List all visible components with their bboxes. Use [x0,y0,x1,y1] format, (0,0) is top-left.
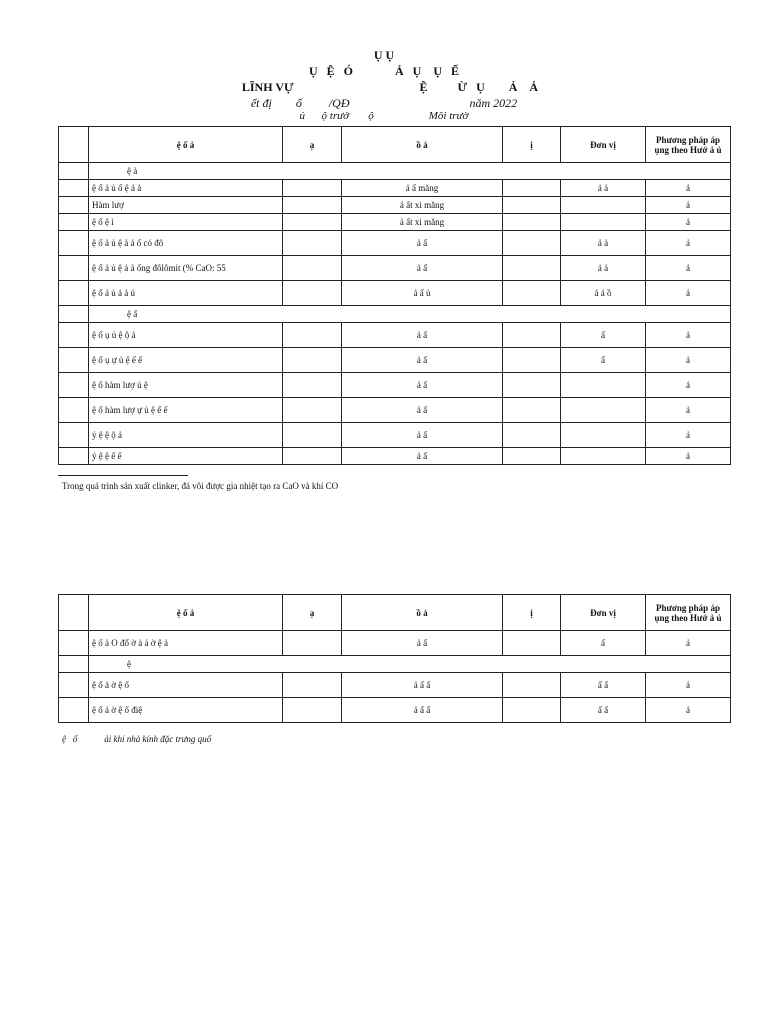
value-cell [503,631,561,656]
stt-cell [59,306,89,323]
title-line-1: Ụ Ụ [373,48,395,62]
method-cell: ả [646,673,731,698]
source-cell: ả ấ ấ [342,673,503,698]
parameter-cell: ệ ố ả ủ ả ả ủ [89,281,283,306]
method-cell: ả [646,231,731,256]
parameter-cell: ỷ ệ ệ ộ ả [89,423,283,448]
value-cell [503,348,561,373]
stt-cell [59,231,89,256]
table-row [59,323,731,348]
value-cell [503,256,561,281]
method-cell: ả [646,373,731,398]
symbol-cell [283,398,342,423]
table-row [59,348,731,373]
stt-cell [59,281,89,306]
symbol-cell [283,698,342,723]
unit-cell: ả ả [561,256,646,281]
table-row [59,423,731,448]
symbol-cell [283,281,342,306]
unit-cell: ấ ấ [561,673,646,698]
source-cell: ả ấ [342,231,503,256]
stt-cell [59,448,89,465]
stt-cell [59,673,89,698]
value-cell [503,423,561,448]
source-cell: ả ất xi măng [342,214,503,231]
stt-cell [59,698,89,723]
value-cell [503,231,561,256]
value-cell [503,673,561,698]
header-method: Phương pháp áp ụng theo Hướ ả ủ [646,127,731,163]
method-cell: ả [646,180,731,197]
value-cell [503,373,561,398]
header-parameter: ệ ố ả [89,127,283,163]
value-cell [503,281,561,306]
title-line-3: LĨNH VỰ Ệ Ừ Ụ Ả Ả [241,80,539,94]
symbol-cell [283,348,342,373]
symbol-cell [283,323,342,348]
table-row [59,214,731,231]
value-cell [503,398,561,423]
header-unit: Đơn vị [561,595,646,631]
stt-cell [59,656,89,673]
source-cell: ả ất xi măng [342,197,503,214]
unit-cell [561,197,646,214]
header-method: Phương pháp áp ụng theo Hướ ả ủ [646,595,731,631]
parameter-cell: ệ ố ả ờ ệ ố [89,673,283,698]
method-cell: ả [646,698,731,723]
unit-cell [561,214,646,231]
symbol-cell [283,180,342,197]
parameter-cell: ệ ố ụ ự ủ ệ ế ế [89,348,283,373]
parameter-cell: ệ ố ả ủ ệ ả ả ố có đô [89,231,283,256]
table-row [59,373,731,398]
source-cell: ả ấ [342,398,503,423]
source-cell: ả ấ [342,631,503,656]
method-cell: ả [646,448,731,465]
stt-cell [59,398,89,423]
stt-cell [59,163,89,180]
header-value: ị [503,595,561,631]
emission-factor-table-1 [58,126,731,465]
section-title: ệ [89,656,731,673]
unit-cell: ấ [561,631,646,656]
header-source: ồ ả [342,127,503,163]
table-row [59,631,731,656]
stt-cell [59,256,89,281]
header-unit: Đơn vị [561,127,646,163]
header-stt [59,595,89,631]
unit-cell [561,423,646,448]
value-cell [503,698,561,723]
title-line-2: Ụ Ệ Ó Ả Ụ Ụ Ế [308,64,459,78]
section-row [59,163,731,180]
stt-cell [59,423,89,448]
stt-cell [59,373,89,398]
section-row [59,306,731,323]
table-row [59,698,731,723]
value-cell [503,180,561,197]
value-cell [503,197,561,214]
method-cell: ả [646,197,731,214]
symbol-cell [283,214,342,231]
unit-cell: ấ [561,323,646,348]
table-row [59,256,731,281]
header-symbol: ạ [283,595,342,631]
symbol-cell [283,256,342,281]
source-cell: ả ấ ấ [342,698,503,723]
source-cell: ả ấ [342,323,503,348]
header-value: ị [503,127,561,163]
stt-cell [59,214,89,231]
value-cell [503,214,561,231]
table-1-body [59,163,731,465]
parameter-cell: ệ ố ả ờ ệ ố điệ [89,698,283,723]
source-cell: ả ấ [342,348,503,373]
method-cell: ả [646,323,731,348]
unit-cell: ả ả [561,180,646,197]
method-cell: ả [646,398,731,423]
source-cell: ả ấ [342,256,503,281]
header-source: ồ ả [342,595,503,631]
source-cell: ả ấ [342,448,503,465]
footnote-2: ệ ố ải khí nhà kính đặc trưng quố [62,734,212,744]
unit-cell: ấ [561,348,646,373]
table-row [59,180,731,197]
stt-cell [59,323,89,348]
source-cell: ả ấ măng [342,180,503,197]
unit-cell: ấ ấ [561,698,646,723]
table-row [59,398,731,423]
parameter-cell: ệ ố ệ ỉ [89,214,283,231]
emission-factor-table-2 [58,594,731,723]
header-stt [59,127,89,163]
table-row [59,197,731,214]
footnote-rule [58,475,188,476]
symbol-cell [283,197,342,214]
method-cell: ả [646,423,731,448]
parameter-cell: ệ ố hàm lượ ự ủ ệ ế ế [89,398,283,423]
parameter-cell: ệ ố hàm lượ ủ ệ [89,373,283,398]
table-2-body [59,631,731,723]
parameter-cell: ệ ố ả ủ ố ệ ả ả [89,180,283,197]
stt-cell [59,348,89,373]
symbol-cell [283,448,342,465]
section-title: ệ ả [89,163,731,180]
parameter-cell: Hàm lượ [89,197,283,214]
header-parameter: ệ ố ả [89,595,283,631]
source-cell: ả ấ [342,423,503,448]
symbol-cell [283,423,342,448]
stt-cell [59,180,89,197]
method-cell: ả [646,256,731,281]
section-title: ệ ấ [89,306,731,323]
parameter-cell: ệ ố ụ ủ ệ ộ ả [89,323,283,348]
symbol-cell [283,631,342,656]
parameter-cell: ệ ố ả ủ ệ ả ả ống đôlômit (% CaO: 55 [89,256,283,281]
footnote-1: Trong quá trình sản xuất clinker, đá vôi được gia nhiệt tạo ra CaO và khí CO [62,481,339,491]
issuer-line: ủ ộ trưở ộ Môi trườ [299,110,469,122]
unit-cell: ả ả ồ [561,281,646,306]
table-row [59,231,731,256]
method-cell: ả [646,214,731,231]
unit-cell [561,448,646,465]
value-cell [503,323,561,348]
parameter-cell: ỷ ệ ệ ế ế [89,448,283,465]
parameter-cell: ệ ố ả O đổ ờ ả ả ờ ệ ả [89,631,283,656]
table-row [59,281,731,306]
decision-line: ết đị ố /QĐ năm 2022 [250,96,518,110]
table-row [59,448,731,465]
value-cell [503,448,561,465]
source-cell: ả ấ ủ [342,281,503,306]
method-cell: ả [646,281,731,306]
unit-cell: ả ả [561,231,646,256]
unit-cell [561,398,646,423]
source-cell: ả ấ [342,373,503,398]
symbol-cell [283,373,342,398]
method-cell: ả [646,631,731,656]
table-row [59,673,731,698]
section-row [59,656,731,673]
symbol-cell [283,231,342,256]
stt-cell [59,197,89,214]
symbol-cell [283,673,342,698]
unit-cell [561,373,646,398]
header-symbol: ạ [283,127,342,163]
method-cell: ả [646,348,731,373]
stt-cell [59,631,89,656]
